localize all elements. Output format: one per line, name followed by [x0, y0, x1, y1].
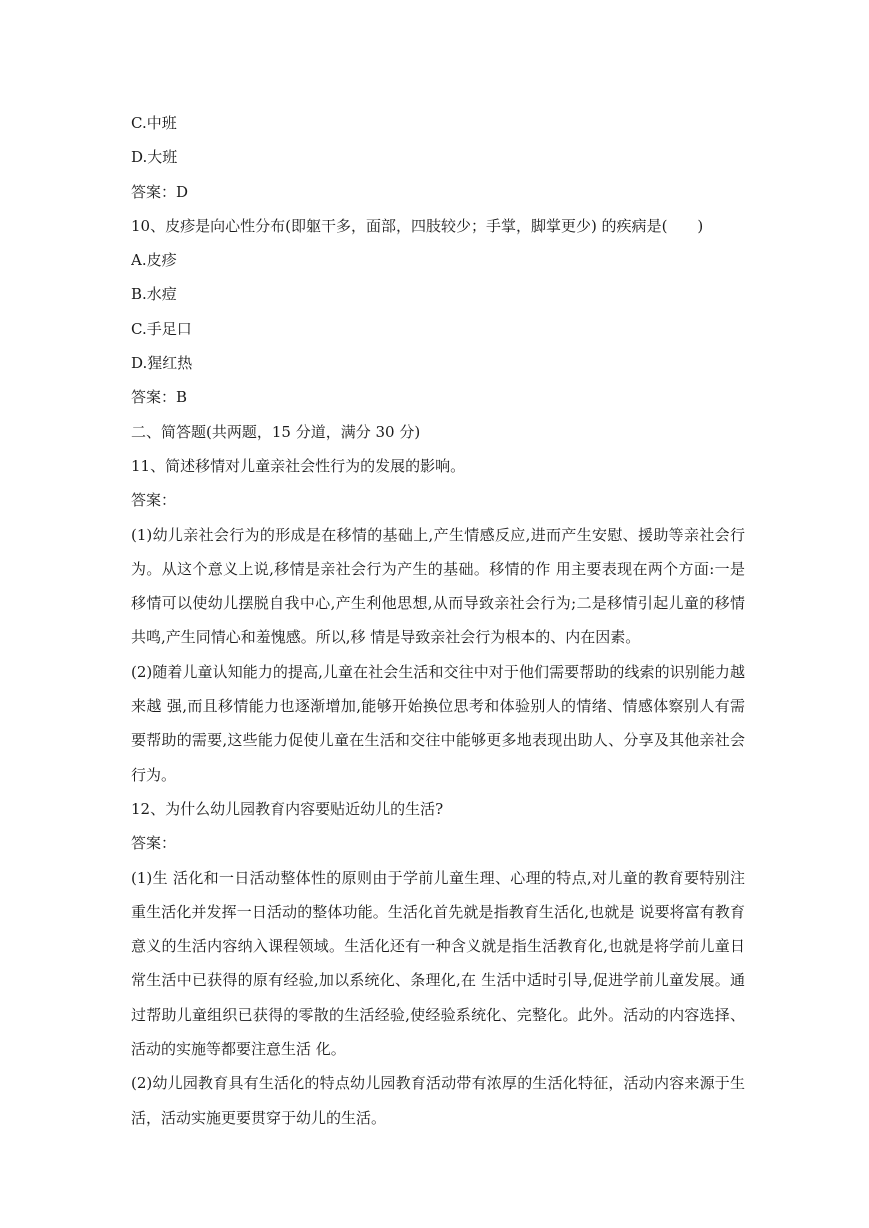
q10-question: 10、皮疹是向心性分布(即躯干多，面部，四肢较少；手掌，脚掌更少) 的疾病是( ) [131, 216, 704, 235]
section-heading: 二、简答题(共两题，15 分道，满分 30 分) [131, 422, 421, 441]
q11-answer-label: 答案： [131, 491, 177, 510]
q12-question: 12、为什么幼儿园教育内容要贴近幼儿的生活? [131, 799, 444, 818]
q10-option-c: C.手足口 [131, 319, 192, 338]
q12-answer-point-2: (2)幼儿园教育具有生活化的特点幼儿园教育活动带有浓厚的生活化特征，活动内容来源于生活，活动实施更要贯穿于幼儿的生活。 [131, 1074, 745, 1127]
q12-answer-label: 答案： [131, 834, 177, 853]
q9-option-c: C.中班 [131, 114, 177, 132]
q10-answer: 答案：B [131, 388, 188, 407]
document-page [131, 106, 745, 1135]
q9-answer: 答案：D [131, 182, 189, 201]
q11-answer-point-1: (1)幼儿亲社会行为的形成是在移情的基础上,产生情感反应,进而产生安慰、援助等亲社会行为。从这个意义上说,移情是亲社会行为产生的基础。移情的作 用主要表现在两个方面:一是移情可以使幼儿摆脱自我中心,产生利他思想,从而导致亲社会行为;二是移情引起儿童的移情共鸣,产生同情心和羞愧感。所以,移 情是导致亲社会行为根本的、内在因素。 [131, 525, 745, 647]
q11-question: 11、简述移情对儿童亲社会性行为的发展的影响。 [131, 456, 466, 475]
q9-option-d: D.大班 [131, 148, 178, 167]
q12-answer-point-1: (1)生 活化和一日活动整体性的原则由于学前儿童生理、心理的特点,对儿童的教育要特别注重生活化并发挥一日活动的整体功能。生活化首先就是指教育生活化,也就是 说要将富有教育意义的生活内容纳入课程领域。生活化还有一种含义就是指生活教育化,也就是将学前儿童日常生活中已获得的原有经验,加以系统化、条理化,在 生活中适时引导,促进学前儿童发展。通过帮助儿童组织已获得的零散的生活经验,使经验系统化、完整化。此外。活动的内容选择、活动的实施等都要注意生活 化。 [131, 868, 745, 1059]
q10-option-a: A.皮疹 [131, 251, 177, 270]
q10-option-d: D.猩红热 [131, 354, 193, 373]
q11-answer-point-2: (2)随着儿童认知能力的提高,儿童在社会生活和交往中对于他们需要帮助的线索的识别能力越来越 强,而且移情能力也逐渐增加,能够开始换位思考和体验别人的情绪、情感体察别人有需要帮助的需要,这些能力促使儿童在生活和交往中能够更多地表现出助人、分享及其他亲社会行为。 [131, 662, 745, 784]
q10-option-b: B.水痘 [131, 285, 177, 304]
